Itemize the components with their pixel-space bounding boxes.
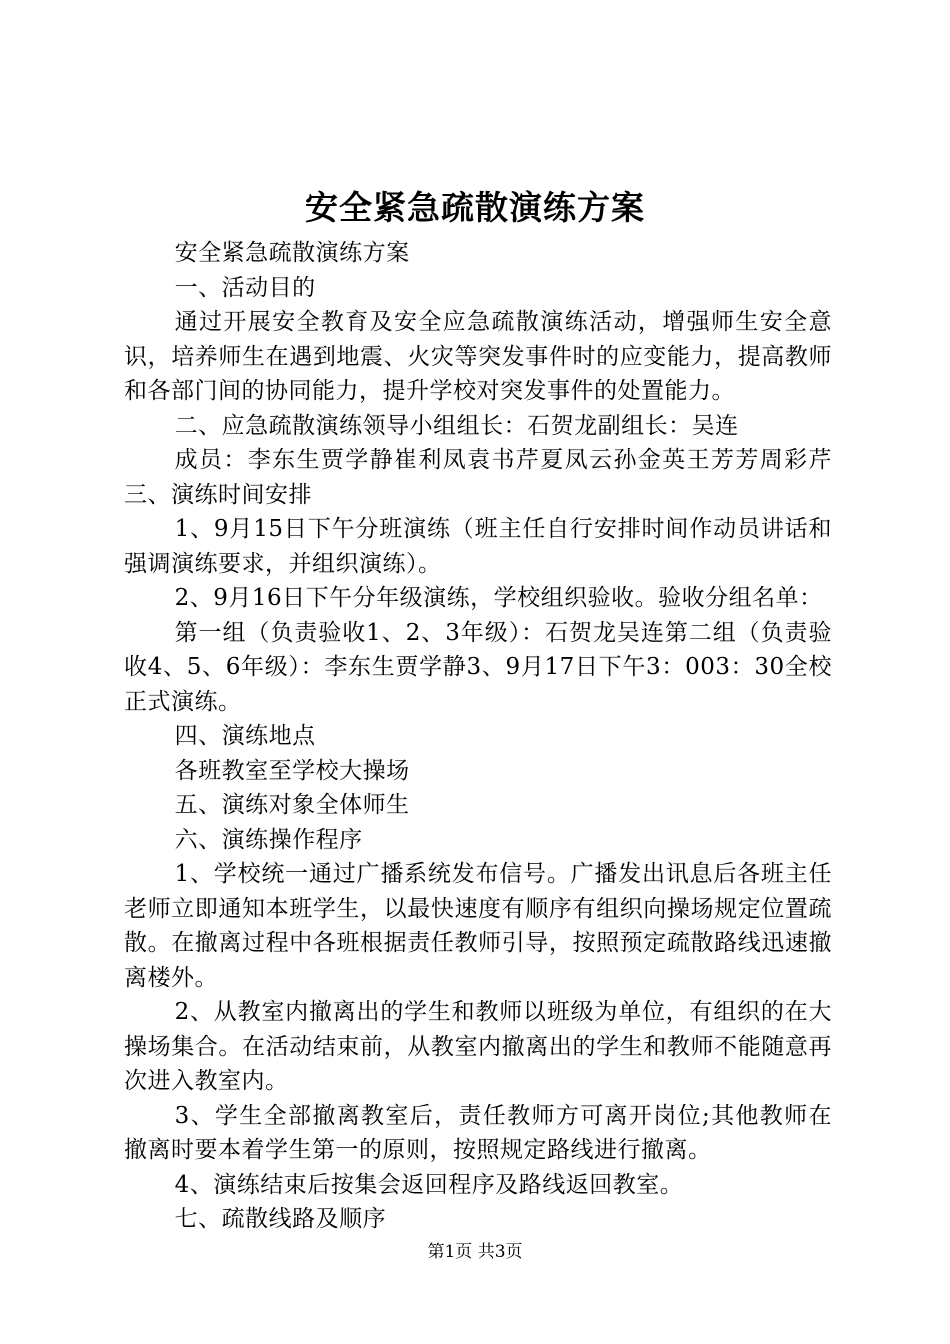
paragraph: 4、演练结束后按集会返回程序及路线返回教室。 xyxy=(174,1171,684,1198)
section-heading: 七、疏散线路及顺序 xyxy=(174,1206,387,1232)
page-footer: 第1页 共3页 xyxy=(427,1242,523,1262)
paragraph: 1、学校统一通过广播系统发布信号。广播发出讯息后各班主任老师立即通知本班学生，以最快速度有顺序有组织向操场规定位置疏散。在撤离过程中各班根据责任教师引导，按照预定疏散路线迅速撤离楼外。 xyxy=(124,861,832,991)
paragraph: 第一组（负责验收1、2、3年级）：石贺龙吴连第二组（负责验收4、5、6年级）：李东生贾学静3、9月17日下午3：003：30全校正式演练。 xyxy=(124,619,832,715)
section-heading: 一、活动目的 xyxy=(174,274,316,301)
document-body xyxy=(124,236,832,1237)
paragraph: 通过开展安全教育及安全应急疏散演练活动，增强师生安全意识，培养师生在遇到地震、火灾等突发事件时的应变能力，提高教师和各部门间的协同能力，提升学校对突发事件的处置能力。 xyxy=(124,309,832,404)
paragraph: 3、学生全部撤离教室后，责任教师方可离开岗位;其他教师在撤离时要本着学生第一的原则，按照规定路线进行撤离。 xyxy=(124,1102,832,1163)
section-heading: 二、应急疏散演练领导小组组长：石贺龙副组长：吴连 xyxy=(174,412,739,439)
section-heading: 五、演练对象全体师生 xyxy=(174,792,410,818)
document-title: 安全紧急疏散演练方案 xyxy=(305,188,645,227)
paragraph: 成员：李东生贾学静崔利凤袁书芹夏凤云孙金英王芳芳周彩芹三、演练时间安排 xyxy=(124,447,832,508)
paragraph: 1、9月15日下午分班演练（班主任自行安排时间作动员讲话和强调演练要求，并组织演练）。 xyxy=(124,516,832,577)
paragraph: 2、从教室内撤离出的学生和教师以班级为单位，有组织的在大操场集合。在活动结束前，从教室内撤离出的学生和教师不能随意再次进入教室内。 xyxy=(124,999,832,1094)
section-heading: 六、演练操作程序 xyxy=(174,826,363,853)
paragraph: 安全紧急疏散演练方案 xyxy=(174,240,410,266)
paragraph: 2、9月16日下午分年级演练，学校组织验收。验收分组名单： xyxy=(174,585,823,611)
paragraph: 各班教室至学校大操场 xyxy=(174,757,410,784)
section-heading: 四、演练地点 xyxy=(174,723,316,749)
